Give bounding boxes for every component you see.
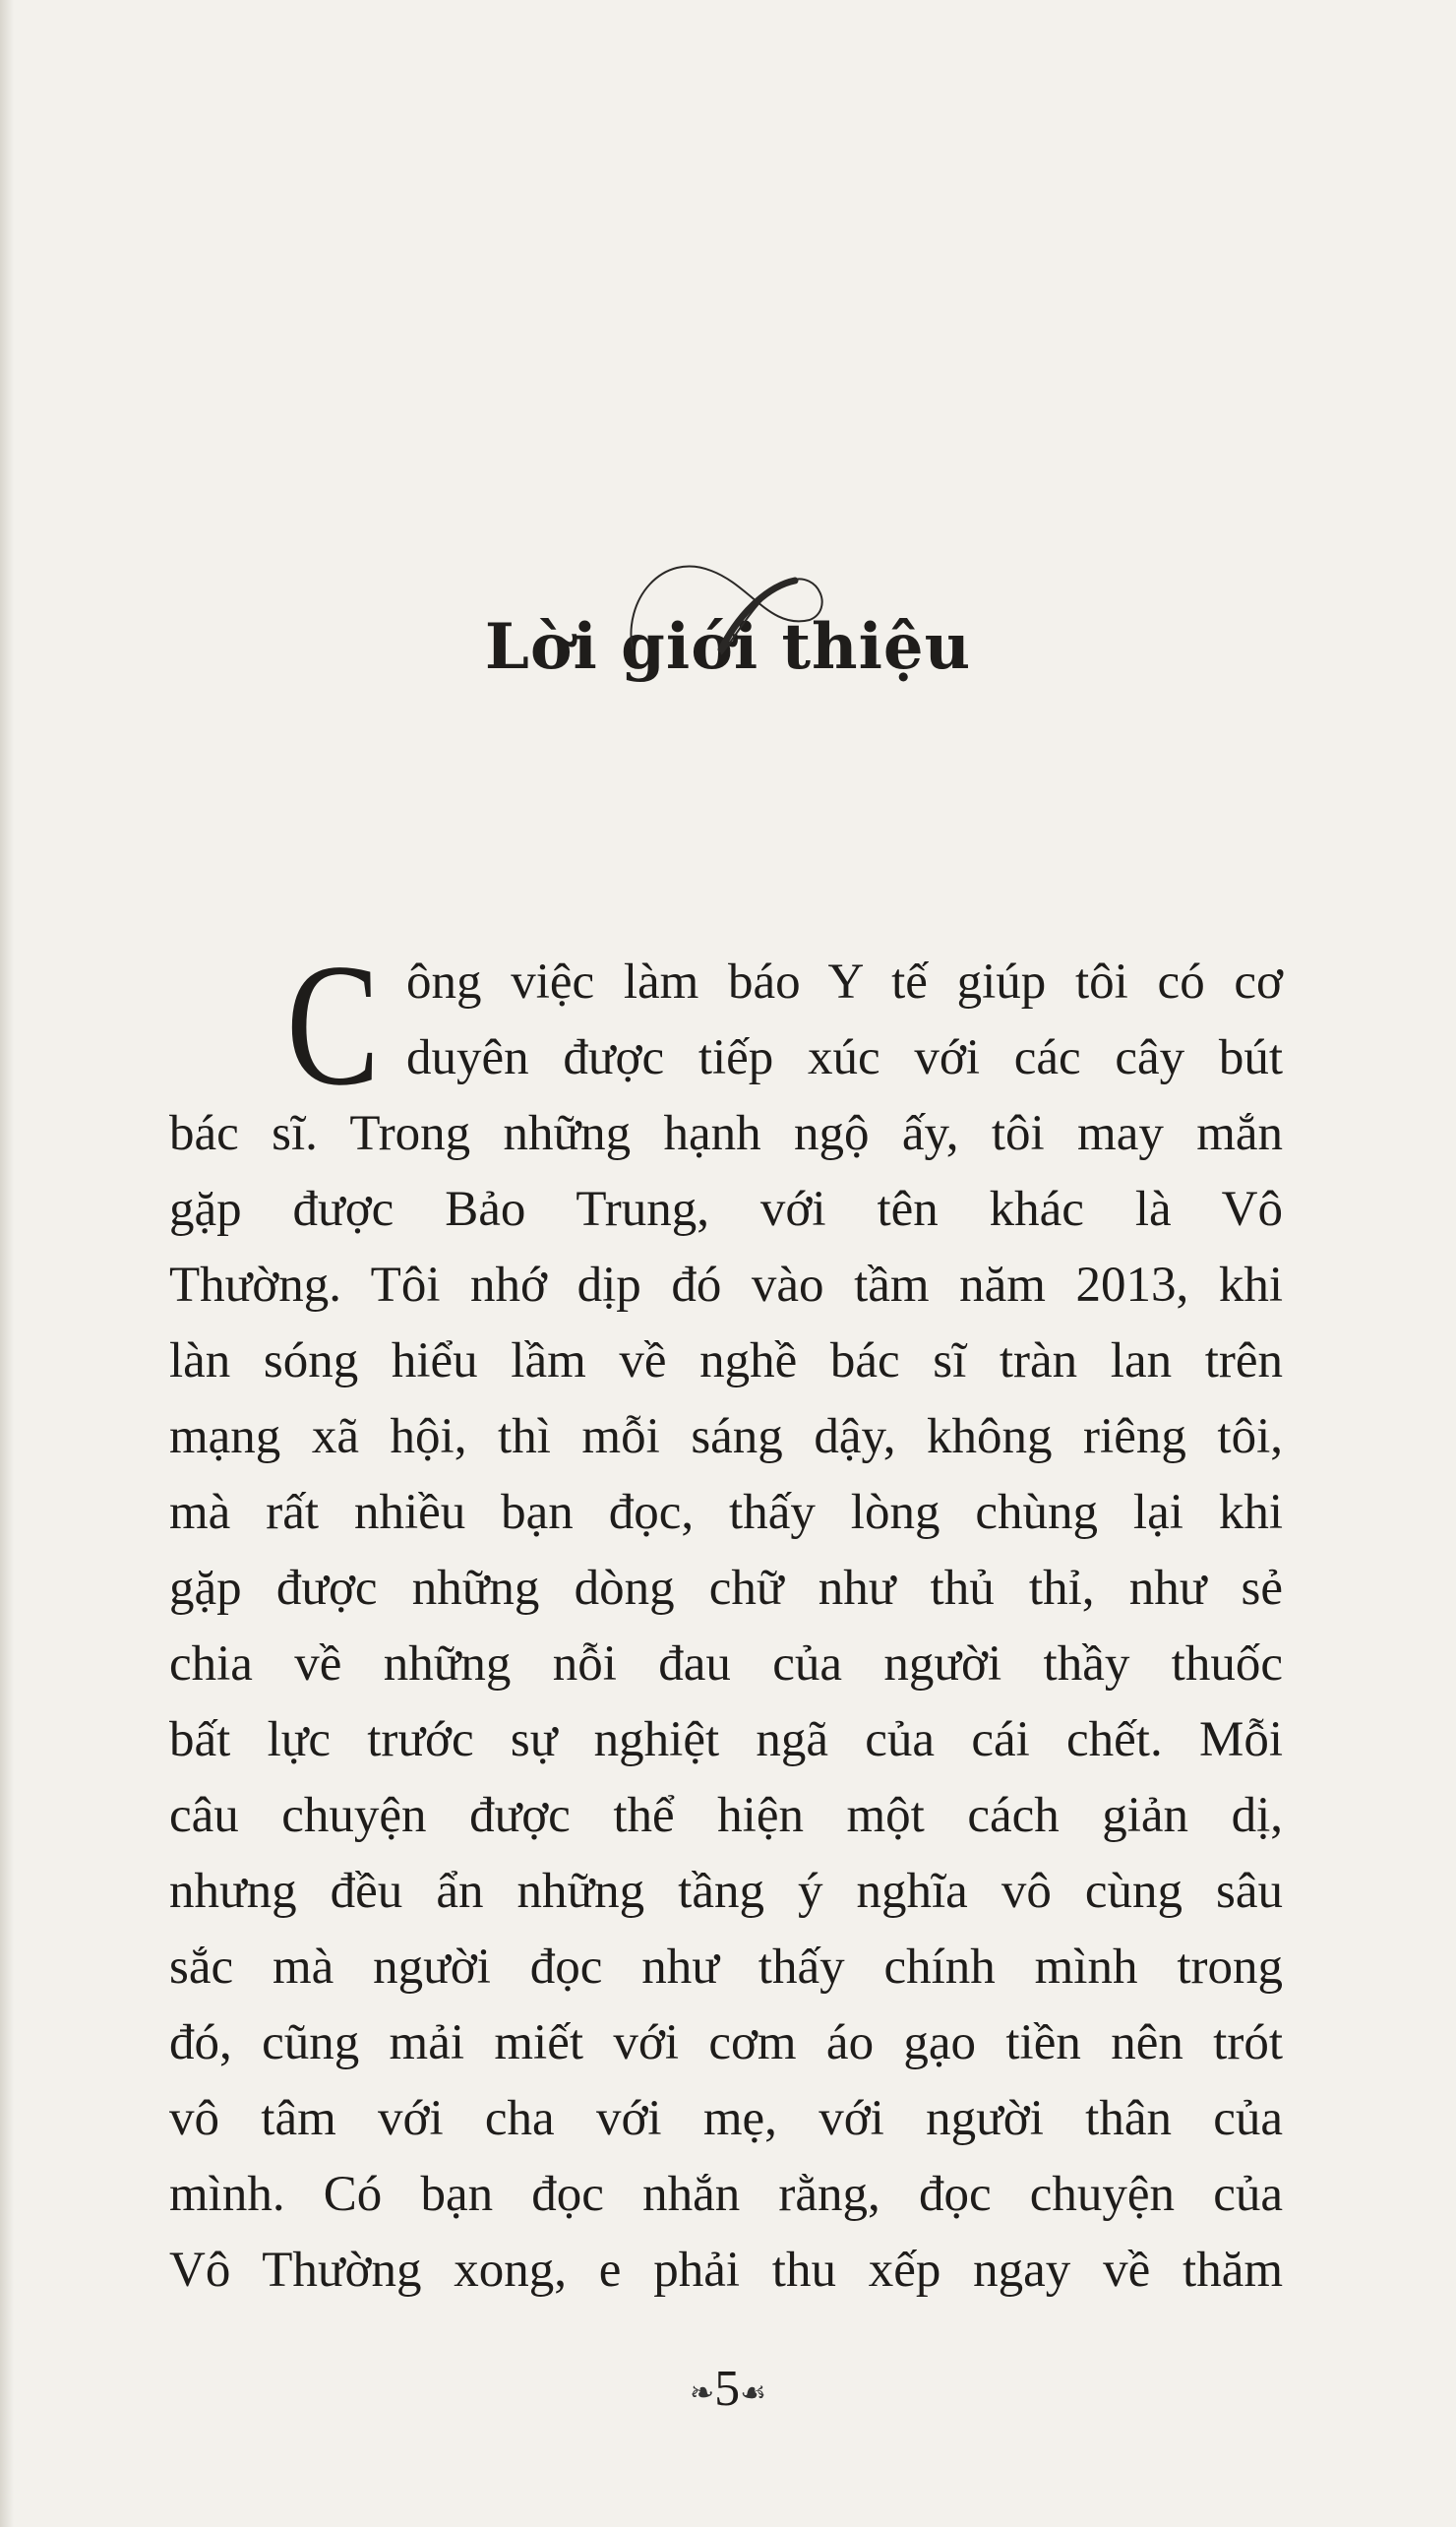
text-line: câu chuyện được thể hiện một cách giản dị, (169, 1788, 1283, 1843)
text-line: mạng xã hội, thì mỗi sáng dậy, không riêng tôi, (169, 1409, 1283, 1464)
text-line: làn sóng hiểu lầm về nghề bác sĩ tràn lan trên (169, 1333, 1283, 1388)
text-line: nhưng đều ẩn những tầng ý nghĩa vô cùng sâu (169, 1864, 1283, 1919)
body-text (169, 927, 1283, 2309)
text-line: mà rất nhiều bạn đọc, thấy lòng chùng lại khi (169, 1485, 1283, 1540)
chapter-heading (0, 610, 1456, 684)
text-line: sắc mà người đọc như thấy chính mình trong (169, 1940, 1283, 1995)
text-line: chia về những nỗi đau của người thầy thuốc (169, 1636, 1283, 1692)
chapter-title-text: Lời giới thiệu (484, 610, 972, 684)
text-line: gặp được những dòng chữ như thủ thỉ, như sẻ (169, 1561, 1283, 1616)
text-line: Thường. Tôi nhớ dịp đó vào tầm năm 2013, khi (169, 1258, 1283, 1313)
paragraph (169, 945, 1283, 2309)
text-line: bác sĩ. Trong những hạnh ngộ ấy, tôi may mắn (169, 1106, 1283, 1161)
page-number (0, 2360, 1456, 2418)
page-number-text: 5 (714, 2361, 741, 2417)
text-line: Vô Thường xong, e phải thu xếp ngay về thăm (169, 2243, 1283, 2298)
ornament-left-icon: ❧ (689, 2376, 715, 2410)
drop-cap: C (286, 927, 380, 1122)
text-line: vô tâm với cha với mẹ, với người thân của (169, 2091, 1283, 2146)
chapter-title (485, 610, 971, 684)
text-line: duyên được tiếp xúc với các cây bút (406, 1030, 1283, 1085)
text-line: bất lực trước sự nghiệt ngã của cái chết. Mỗi (169, 1712, 1283, 1767)
text-line: mình. Có bạn đọc nhắn rằng, đọc chuyện của (169, 2167, 1283, 2222)
ornament-right-icon: ☙ (740, 2376, 767, 2410)
text-line: ông việc làm báo Y tế giúp tôi có cơ (406, 955, 1283, 1010)
text-line: gặp được Bảo Trung, với tên khác là Vô (169, 1182, 1283, 1237)
flourish-ornament-icon (623, 541, 829, 659)
page-edge-shadow (0, 0, 14, 2527)
text-line: đó, cũng mải miết với cơm áo gạo tiền nên trót (169, 2015, 1283, 2070)
